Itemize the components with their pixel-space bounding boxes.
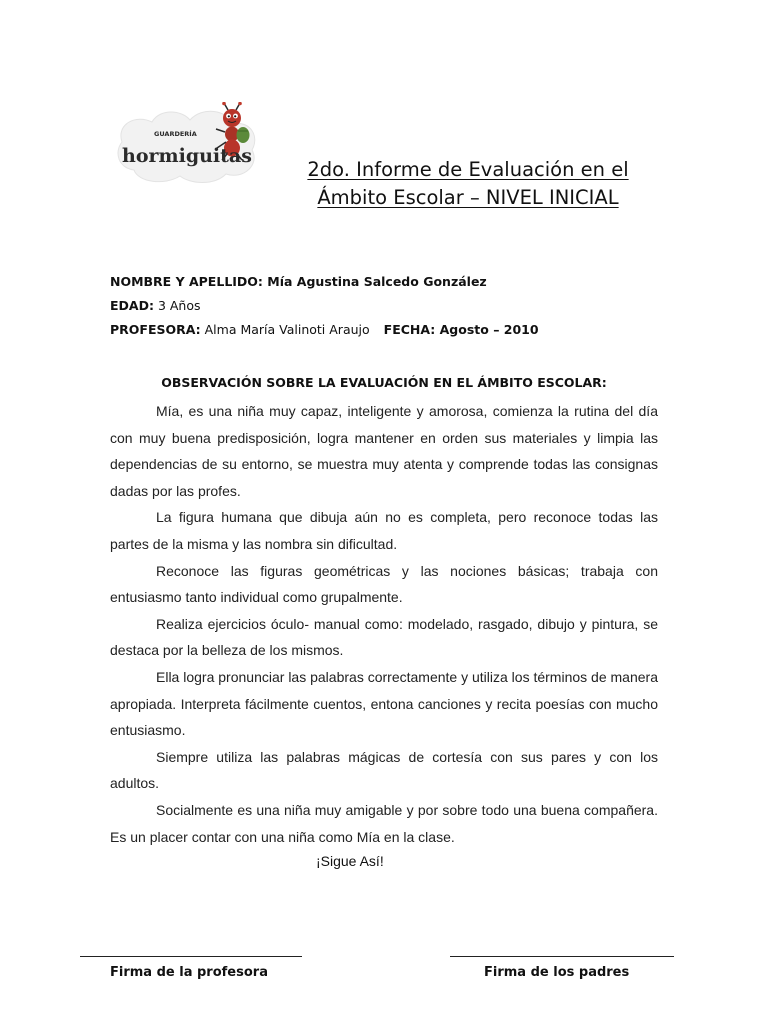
teacher-value: Alma María Valinoti Araujo bbox=[200, 322, 370, 337]
title-line-1: 2do. Informe de Evaluación en el bbox=[307, 158, 629, 181]
teacher-label: PROFESORA: bbox=[110, 322, 201, 337]
observation-body bbox=[110, 398, 658, 850]
date-label: FECHA: Agosto – 2010 bbox=[383, 322, 539, 337]
age-value: 3 Años bbox=[153, 298, 201, 313]
section-heading: OBSERVACIÓN SOBRE LA EVALUACIÓN EN EL ÁMBITO ESCOLAR: bbox=[161, 375, 607, 390]
paragraph: La figura humana que dibuja aún no es completa, pero reconoce todas las partes de la misma y las nombra sin dificultad. bbox=[110, 509, 658, 552]
closing-phrase: ¡Sigue Así! bbox=[316, 853, 384, 869]
student-name bbox=[110, 274, 487, 289]
paragraph: Realiza ejercicios óculo- manual como: modelado, rasgado, dibujo y pintura, se destaca por la belleza de los mismos. bbox=[110, 615, 658, 659]
title-line-2: Ámbito Escolar – NIVEL INICIAL bbox=[317, 186, 619, 209]
student-name-label: NOMBRE Y APELLIDO: Mía Agustina Salcedo González bbox=[110, 274, 487, 289]
age-label: EDAD: bbox=[110, 298, 154, 313]
paragraph: Ella logra pronunciar las palabras correctamente y utiliza los términos de manera apropiada. Interpreta fácilmente cuentos, entona canciones y recita poesías con mucho entusiasmo. bbox=[110, 668, 658, 739]
guarderia-logo bbox=[112, 102, 262, 186]
parents-signature-label: Firma de los padres bbox=[484, 965, 630, 980]
logo-brand-text: hormiguitas bbox=[122, 145, 252, 167]
teacher-signature-label: Firma de la profesora bbox=[110, 965, 268, 980]
teacher-signature-line bbox=[80, 956, 302, 957]
student-age bbox=[110, 298, 201, 313]
report-title bbox=[278, 156, 658, 212]
teacher-date-row bbox=[110, 322, 539, 337]
paragraph: Reconoce las figuras geométricas y las nociones básicas; trabaja con entusiasmo tanto individual como grupalmente. bbox=[110, 562, 658, 606]
logo-small-text: GUARDERÍA bbox=[154, 130, 197, 138]
paragraph: Mía, es una niña muy capaz, inteligente y amorosa, comienza la rutina del día con muy buena predisposición, logra mantener en orden sus materiales y limpia las dependencias de su entorno, se muestra muy atenta y comprende todas las consignas dadas por las profes. bbox=[110, 403, 658, 499]
parents-signature-line bbox=[450, 956, 674, 957]
paragraph: Socialmente es una niña muy amigable y por sobre todo una buena compañera. Es un placer contar con una niña como Mía en la clase. bbox=[110, 801, 658, 845]
paragraph: Siempre utiliza las palabras mágicas de cortesía con sus pares y con los adultos. bbox=[110, 748, 658, 792]
